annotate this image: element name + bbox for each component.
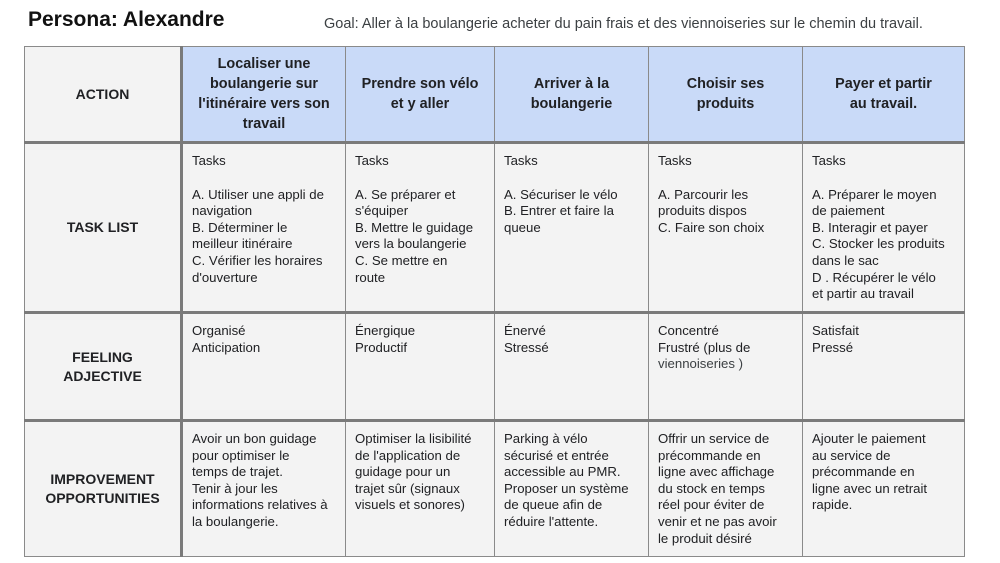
stage-action-1: Localiser une boulangerie sur l'itinéraire vers son travail xyxy=(182,47,346,143)
task-list-row xyxy=(25,143,965,313)
task-cell-2: Tasks A. Se préparer et s'équiper B. Mettre le guidage vers la boulangerie C. Se mettre en route xyxy=(346,143,495,313)
improvement-cell-1: Avoir un bon guidage pour optimiser le temps de trajet. Tenir à jour les informations relatives à la boulangerie. xyxy=(182,421,346,557)
improvement-cell-2: Optimiser la lisibilité de l'application de guidage pour un trajet sûr (signaux visuels et sonores) xyxy=(346,421,495,557)
stage-action-5: Payer et partir au travail. xyxy=(803,47,965,143)
feeling-cell-4: Concentré Frustré (plus de viennoiseries ) xyxy=(649,313,803,421)
journey-map-table xyxy=(24,46,965,557)
action-row xyxy=(25,47,965,143)
feeling-cell-3: Énervé Stressé xyxy=(495,313,649,421)
row-label-improvement: IMPROVEMENT OPPORTUNITIES xyxy=(25,421,182,557)
improvement-cell-3: Parking à vélo sécurisé et entrée accessible au PMR. Proposer un système de queue afin de réduire l'attente. xyxy=(495,421,649,557)
row-label-task-list: TASK LIST xyxy=(25,143,182,313)
stage-action-2: Prendre son vélo et y aller xyxy=(346,47,495,143)
goal-statement: Goal: Aller à la boulangerie acheter du pain frais et des viennoiseries sur le chemin du travail. xyxy=(324,16,923,32)
row-label-action: ACTION xyxy=(25,47,182,143)
stage-action-3: Arriver à la boulangerie xyxy=(495,47,649,143)
feeling-cell-1: Organisé Anticipation xyxy=(182,313,346,421)
task-cell-4: Tasks A. Parcourir les produits dispos C. Faire son choix xyxy=(649,143,803,313)
feeling-cell-2: Énergique Productif xyxy=(346,313,495,421)
task-cell-3: Tasks A. Sécuriser le vélo B. Entrer et faire la queue xyxy=(495,143,649,313)
task-cell-5: Tasks A. Préparer le moyen de paiement B. Interagir et payer C. Stocker les produits dans le sac D . Récupérer le vélo et partir au travail xyxy=(803,143,965,313)
improvement-cell-4: Offrir un service de précommande en ligne avec affichage du stock en temps réel pour éviter de venir et ne pas avoir le produit désiré xyxy=(649,421,803,557)
task-cell-1: Tasks A. Utiliser une appli de navigation B. Déterminer le meilleur itinéraire C. Vérifier les horaires d'ouverture xyxy=(182,143,346,313)
improvement-row xyxy=(25,421,965,557)
row-label-feeling: FEELING ADJECTIVE xyxy=(25,313,182,421)
feeling-cell-5: Satisfait Pressé xyxy=(803,313,965,421)
stage-action-4: Choisir ses produits xyxy=(649,47,803,143)
feeling-row xyxy=(25,313,965,421)
improvement-cell-5: Ajouter le paiement au service de précommande en ligne avec un retrait rapide. xyxy=(803,421,965,557)
persona-title: Persona: Alexandre xyxy=(28,8,225,31)
